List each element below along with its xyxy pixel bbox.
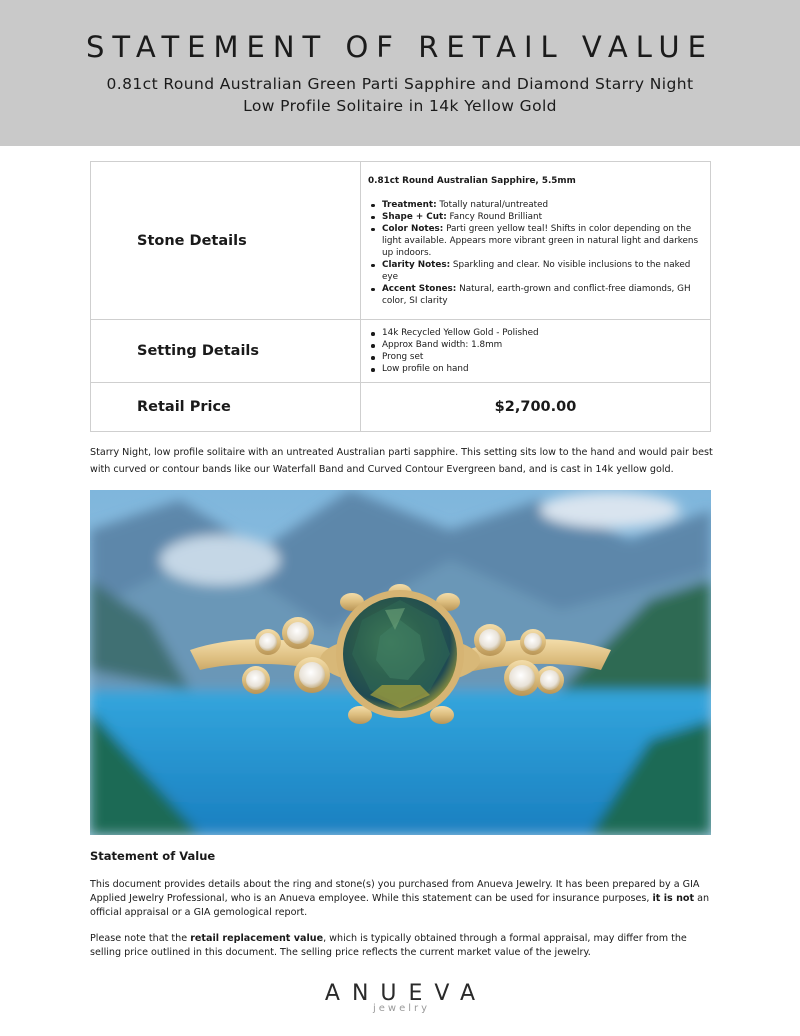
clarity-notes-value: Sparkling and clear. No visible inclusions to the naked eye [382,259,691,282]
treatment-key: Treatment: [382,199,437,210]
stone-details-list [368,199,704,307]
treatment-value: Totally natural/untreated [439,199,549,210]
list-item: Approx Band width: 1.8mm [368,339,704,351]
setting-details-list [368,327,704,375]
list-item [368,259,704,283]
retail-price-row [91,383,711,432]
setting-details-row [91,320,711,383]
paragraph-emphasis: retail replacement value [190,933,324,944]
list-item [368,211,704,223]
list-item: 14k Recycled Yellow Gold - Polished [368,327,704,339]
document-title: STATEMENT OF RETAIL VALUE [86,30,714,64]
paragraph-text: This document provides details about the ring and stone(s) you purchased from Anueva Jewelry. It has been prepared by a GIA Applied Jewelry Professional, who is an Anueva employee. While this statement can be used for insurance purposes, [90,879,700,904]
logo-wordmark: ANUEVA [324,981,488,1006]
shape-cut-value: Fancy Round Brilliant [449,211,543,222]
paragraph-text: , which is typically obtained through a formal appraisal, may differ from the selling price outlined in this document. The selling price reflects the current market value of the jewelry. [90,933,687,958]
list-item [368,199,704,211]
list-item [368,223,704,259]
accent-stones-key: Accent Stones: [382,283,457,294]
setting-details-content [361,320,711,383]
brand-logo [0,981,800,1014]
stone-details-label: Stone Details [91,162,361,320]
stone-details-content [361,162,711,320]
statement-of-value-title: Statement of Value [90,849,216,863]
document-subtitle: 0.81ct Round Australian Green Parti Sapphire and Diamond Starry Night Low Profile Solitaire in 14k Yellow Gold [106,75,694,115]
statement-paragraph-1 [90,878,712,920]
stone-details-row [91,162,711,320]
ring-photo-graphic [90,490,711,835]
ring-description: Starry Night, low profile solitaire with an untreated Australian parti sapphire. This setting sits low to the hand and would pair best with curved or contour bands like our Waterfall Band and Curved Contour Evergreen band, and is cast in 14k yellow gold. [90,447,713,475]
retail-price-label: Retail Price [91,383,361,432]
stone-heading: 0.81ct Round Australian Sapphire, 5.5mm [368,175,576,186]
setting-details-label: Setting Details [91,320,361,383]
list-item [368,283,704,307]
page-header [0,0,800,146]
ring-photo [90,490,711,835]
clarity-notes-key: Clarity Notes: [382,259,451,270]
paragraph-text: Please note that the [90,933,191,944]
color-notes-key: Color Notes: [382,223,444,234]
accent-stones-value: Natural, earth-grown and conflict-free diamonds, GH color, SI clarity [382,283,691,306]
shape-cut-key: Shape + Cut: [382,211,447,222]
list-item: Low profile on hand [368,363,704,375]
paragraph-emphasis: it is not [652,893,695,904]
retail-price-value: $2,700.00 [361,383,711,432]
color-notes-value: Parti green yellow teal! Shifts in color depending on the light available. Appears more vibrant green in natural light and darkens up indoors. [382,223,699,258]
details-table [90,161,711,432]
logo-subtext: jewelry [372,1003,431,1014]
list-item: Prong set [368,351,704,363]
statement-paragraph-2 [90,932,712,960]
paragraph-text: an official appraisal or a GIA gemological report. [90,893,710,918]
